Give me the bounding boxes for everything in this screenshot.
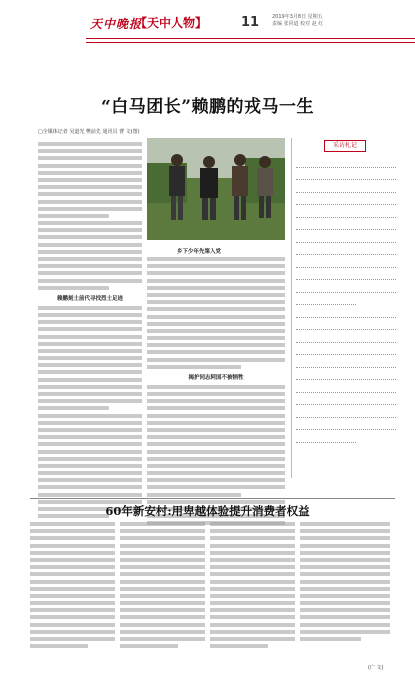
body-column-middle xyxy=(147,257,285,529)
article-byline: □全媒体记者 吴道光 樊前先 通讯员 曹 文(图) xyxy=(38,129,140,135)
body-column-left xyxy=(38,142,142,521)
bottom-article-headline: 60年新安村:用卑越体验提升消费者权益 xyxy=(105,504,310,518)
bottom-article-rule xyxy=(30,498,395,499)
section-title: 【天中人物】 xyxy=(135,16,208,30)
newspaper-logo: 天中晚报 xyxy=(90,17,143,31)
article-photo xyxy=(147,138,285,240)
page-number: 11 xyxy=(241,15,260,30)
masthead-rule-thin xyxy=(86,42,415,43)
date-line: 2019年3月8日 星期五 xyxy=(272,14,323,20)
masthead xyxy=(0,0,415,40)
sidebar-title: 采访札记 xyxy=(324,140,366,152)
photo-caption: 乡下少年先第入党 xyxy=(177,249,222,255)
editor-line: 责编 张同道 校对 赵 红 xyxy=(272,21,324,27)
article-headline: “白马团长”赖鹏的戎马一生 xyxy=(100,97,315,117)
sidebar-body xyxy=(296,160,396,448)
bottom-column-3 xyxy=(210,522,295,651)
sidebar-divider xyxy=(291,138,292,478)
sidebar-notes xyxy=(296,140,396,460)
bottom-column-4 xyxy=(300,522,390,644)
subhead-2: 揭护同志阿国不被牺牲 xyxy=(188,374,244,381)
bottom-column-2 xyxy=(120,522,205,651)
bottom-article-source: (广 文) xyxy=(368,665,384,671)
bottom-column-1 xyxy=(30,522,115,651)
masthead-rule xyxy=(86,38,415,39)
group-photo-icon xyxy=(147,138,285,240)
subhead-1: 赖鹏刻土前代寻找烈士足迹 xyxy=(56,295,123,302)
issue-meta xyxy=(272,14,323,28)
